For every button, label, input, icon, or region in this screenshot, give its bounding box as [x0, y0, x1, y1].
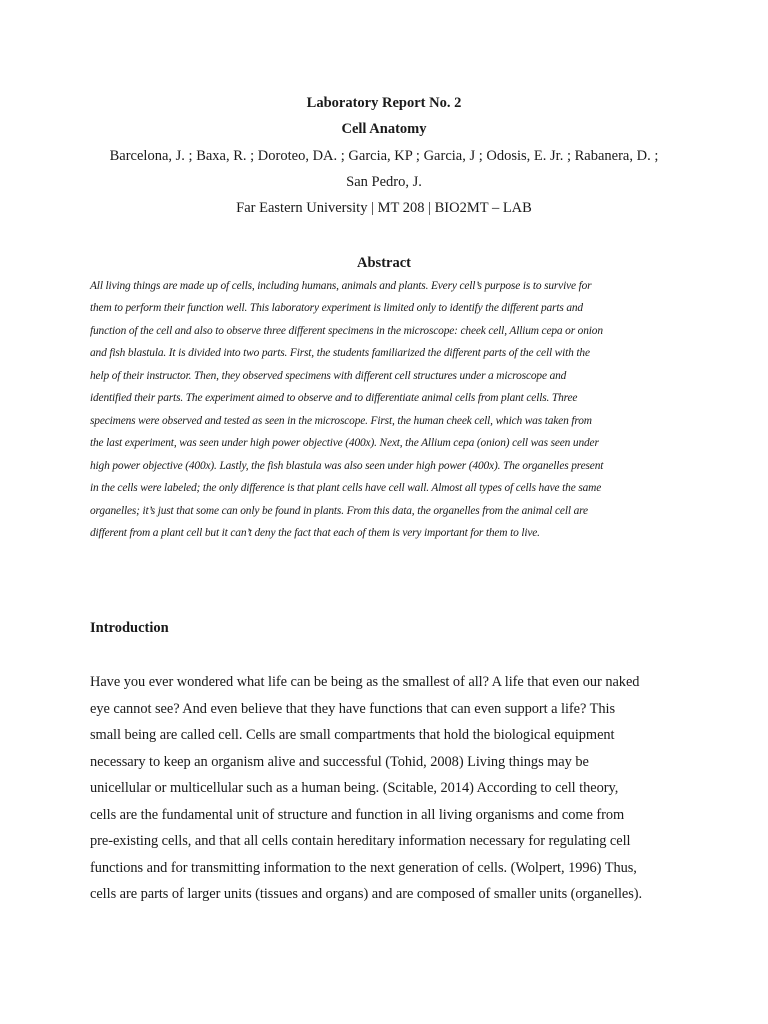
intro-line: functions and for transmitting information to the next generation of cells. (Wolpert, 1996) Thus,: [90, 860, 637, 876]
intro-line: pre-existing cells, and that all cells contain hereditary information necessary for regulating cell: [90, 833, 631, 849]
affiliation: Far Eastern University | MT 208 | BIO2MT – LAB: [236, 200, 532, 216]
authors-line-1: Barcelona, J. ; Baxa, R. ; Doroteo, DA. ; Garcia, KP ; Garcia, J ; Odosis, E. Jr. ; Rabanera, D. ;: [109, 148, 659, 164]
intro-line: small being are called cell. Cells are small compartments that hold the biological equipment: [90, 727, 615, 743]
abstract-line: specimens were observed and tested as seen in the microscope. First, the human cheek cell, which was taken from: [90, 415, 592, 427]
abstract-line: All living things are made up of cells, including humans, animals and plants. Every cell’s purpose is to survive for: [90, 280, 592, 292]
abstract-line: different from a plant cell but it can’t deny the fact that each of them is very important for them to live.: [90, 527, 540, 539]
intro-line: cells are parts of larger units (tissues and organs) and are composed of smaller units (organelles).: [90, 886, 643, 902]
abstract-line: and fish blastula. It is divided into two parts. First, the students familiarized the different parts of the cell with the: [90, 347, 590, 359]
abstract-line: help of their instructor. Then, they observed specimens with different cell structures under a microscope and: [90, 370, 567, 382]
abstract-line: the last experiment, was seen under high power objective (400x). Next, the Allium cepa (onion) cell was seen under: [90, 437, 599, 449]
abstract-line: high power objective (400x). Lastly, the fish blastula was also seen under high power (400x). The organelles present: [90, 460, 604, 472]
abstract-line: function of the cell and also to observe three different specimens in the microscope: cheek cell, Allium cepa or onion: [90, 325, 603, 337]
introduction-heading: Introduction: [90, 620, 169, 636]
abstract-line: identified their parts. The experiment aimed to observe and to differentiate animal cells from plant cells. Three: [90, 392, 578, 404]
abstract-line: them to perform their function well. This laboratory experiment is limited only to identify the different parts and: [90, 302, 583, 314]
authors-line-2: San Pedro, J.: [346, 174, 422, 190]
abstract-heading: Abstract: [357, 255, 411, 271]
abstract-line: in the cells were labeled; the only difference is that plant cells have cell wall. Almost all types of cells have the same: [90, 482, 602, 494]
report-number: Laboratory Report No. 2: [306, 95, 462, 111]
intro-line: unicellular or multicellular such as a human being. (Scitable, 2014) According to cell theory,: [90, 780, 619, 796]
report-title: Cell Anatomy: [341, 121, 427, 137]
intro-line: eye cannot see? And even believe that they have functions that can even support a life? This: [90, 701, 615, 717]
intro-line: Have you ever wondered what life can be being as the smallest of all? A life that even our naked: [90, 674, 640, 690]
intro-line: necessary to keep an organism alive and successful (Tohid, 2008) Living things may be: [90, 754, 589, 770]
abstract-line: organelles; it’s just that some can only be found in plants. From this data, the organelles from the animal cell are: [90, 505, 588, 517]
intro-line: cells are the fundamental unit of structure and function in all living organisms and come from: [90, 807, 625, 823]
